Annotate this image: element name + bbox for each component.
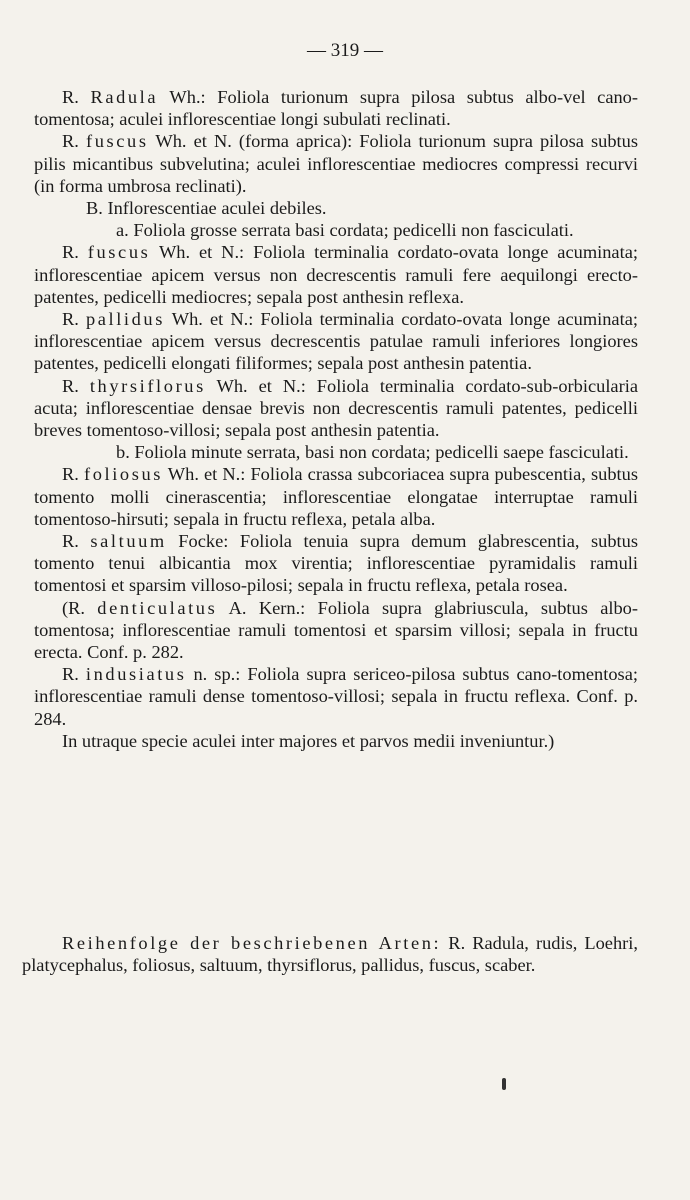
- entry-r-denticulatus: (R. denticulatus A. Kern.: Foliola supra glabriuscula, subtus albo-tomentosa; inflorescentiae ramuli tomentosi et sparsim villosi; sepala in fructu erecta. Conf. p. 282.: [34, 597, 638, 663]
- closing-paragraph: [22, 932, 638, 977]
- subsection-b-heading: b. Foliola minute serrata, basi non cordata; pedicelli saepe fasciculati.: [116, 442, 629, 463]
- entry-note: In utraque specie aculei inter majores et parvos medii inveniuntur.): [62, 730, 555, 751]
- species-name: fuscus: [87, 242, 151, 263]
- entry-r-thyrsiflorus: R. thyrsiflorus Wh. et N.: Foliola terminalia cordato-sub-orbicularia acuta; inflorescentiae densae brevis non decrescentis ramuli patentes, pedicelli breves tomentoso-villosi; sepala post anthesin patentia.: [34, 375, 638, 441]
- species-name: pallidus: [85, 309, 165, 330]
- entry-r-saltuum: R. saltuum Focke: Foliola tenuia supra demum glabrescentia, subtus tomento tenui albicantia mox virentia; inflorescentiae pyramidalis ramuli tomentosi et sparsim villoso-pilosi; sepala in fructu reflexa, petala rosea.: [34, 531, 638, 596]
- species-name: denticulatus: [97, 597, 218, 618]
- body-text: [34, 86, 638, 752]
- page-number: — 319 —: [307, 40, 383, 61]
- entry-r-indusiatus: R. indusiatus n. sp.: Foliola supra sericeo-pilosa subtus cano-tomentosa; inflorescentiae ramuli dense tomentoso-villosi; sepala in fructu reflexa. Conf. p. 284.: [34, 664, 638, 729]
- ink-speck: [502, 1078, 506, 1090]
- entry-r-fuscus-aprica: R. fuscus Wh. et N. (forma aprica): Foliola turionum supra pilosa subtus pilis micantibus subvelutina; aculei inflorescentiae mediocres compressi recurvi (in forma umbrosa reclinati).: [34, 131, 638, 196]
- section-b-heading: B. Inflorescentiae aculei debiles.: [86, 198, 327, 219]
- closing-text: R. Radula, rudis, Loehri, platycephalus, foliosus, saltuum, thyrsiflorus, pallidus, fuscus, scaber.: [22, 933, 638, 976]
- closing-heading: Reihenfolge der beschriebenen Arten:: [62, 933, 442, 953]
- entry-r-pallidus: R. pallidus Wh. et N.: Foliola terminalia cordato-ovata longe acuminata; inflorescentiae apicem versus decrescentis patulae ramuli inferiores longiores patentes, pedicelli elongati filiformes; sepala post anthesin patentia.: [34, 309, 638, 374]
- species-name: foliosus: [83, 464, 164, 485]
- species-name: Radula: [90, 87, 159, 107]
- subsection-a-heading: a. Foliola grosse serrata basi cordata; pedicelli non fasciculati.: [116, 220, 574, 241]
- species-name: indusiatus: [85, 664, 187, 685]
- species-name: saltuum: [90, 531, 167, 552]
- species-name: thyrsiflorus: [89, 375, 206, 396]
- species-name: fuscus: [85, 131, 149, 152]
- entry-r-foliosus: R. foliosus Wh. et N.: Foliola crassa subcoriacea supra pubescentia, subtus tomento molli cinerascentia; inflorescentiae elongatae interruptae ramuli tomentoso-hirsuti; sepala in fructu reflexa, petala alba.: [34, 464, 638, 529]
- entry-r-fuscus: R. fuscus Wh. et N.: Foliola terminalia cordato-ovata longe acuminata; inflorescentiae apicem versus non decrescentis ramuli fere aequilongi erecto-patentes, pedicelli mediocres; sepala post anthesin reflexa.: [34, 242, 638, 307]
- entry-r-radula: R. Radula Wh.: Foliola turionum supra pilosa subtus albo-vel cano-tomentosa; aculei inflorescentiae longi subulati reclinati.: [34, 87, 638, 130]
